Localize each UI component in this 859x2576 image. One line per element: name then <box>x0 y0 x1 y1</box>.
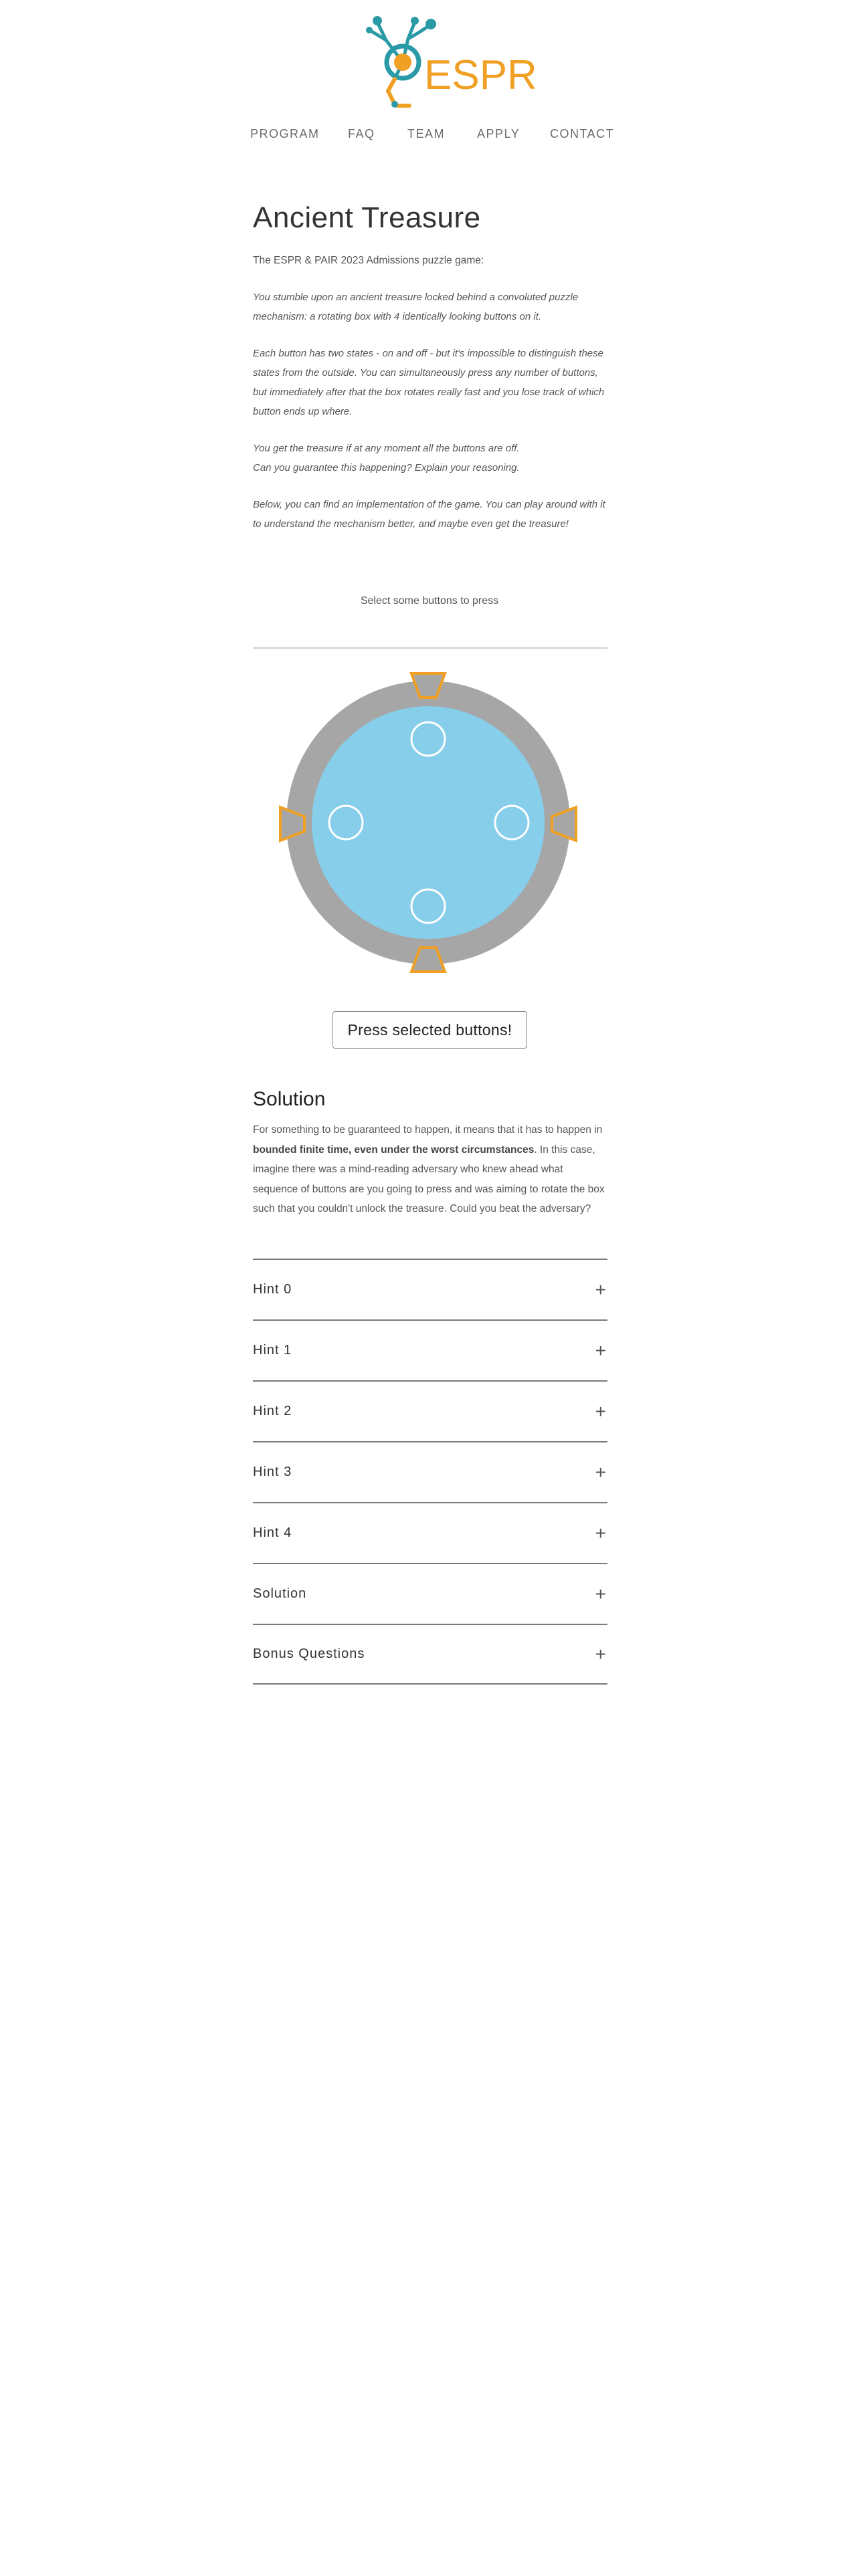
press-selected-button[interactable]: Press selected buttons! <box>332 1011 527 1049</box>
nav-program[interactable]: PROGRAM <box>250 127 320 140</box>
story-line: Can you guarantee this happening? Explain your reasoning. <box>253 461 520 473</box>
rotating-box <box>274 665 582 976</box>
intro-text: The ESPR & PAIR 2023 Admissions puzzle game: <box>253 254 484 266</box>
accordion-hint-3[interactable] <box>253 1441 607 1502</box>
accordion-label: Hint 0 <box>253 1282 292 1297</box>
accordion-solution[interactable] <box>253 1563 607 1624</box>
solution-title: Solution <box>253 1088 326 1110</box>
story-paragraph <box>253 439 607 477</box>
plus-icon[interactable]: + <box>595 1461 606 1483</box>
solution-text <box>253 1120 607 1219</box>
plus-icon[interactable]: + <box>595 1643 606 1665</box>
accordion-label: Hint 1 <box>253 1343 292 1358</box>
puzzle-description <box>253 201 607 534</box>
story-line: You get the treasure if at any moment all the buttons are off. <box>253 442 520 454</box>
accordion-hint-2[interactable] <box>253 1380 607 1441</box>
espr-logo <box>356 12 537 112</box>
story-paragraph: You stumble upon an ancient treasure locked behind a convoluted puzzle mechanism: a rotating box with 4 identically looking buttons on it. <box>253 291 579 322</box>
story <box>253 288 607 534</box>
hints-accordion <box>253 1259 607 1685</box>
logo-text: ESPR <box>424 52 537 98</box>
story-paragraph: Below, you can find an implementation of the game. You can play around with it to understand the mechanism better, and maybe even get the treasure! <box>253 498 605 530</box>
nav-apply[interactable]: APPLY <box>477 127 520 140</box>
nav-team[interactable]: TEAM <box>407 127 446 140</box>
plus-icon[interactable]: + <box>595 1400 606 1422</box>
plus-icon[interactable]: + <box>595 1339 606 1361</box>
accordion-bonus-questions[interactable] <box>253 1624 607 1685</box>
nav-faq[interactable]: FAQ <box>348 127 375 140</box>
solution-section <box>253 1088 607 1219</box>
story-paragraph: Each button has two states - on and off - but it's impossible to distinguish these states from the outside. You can simultaneously press any number of buttons, but immediately after that the box rotates really fast and you lose track of which button ends up where. <box>253 347 605 417</box>
divider <box>253 647 607 649</box>
accordion-hint-1[interactable] <box>253 1319 607 1380</box>
accordion-hint-0[interactable] <box>253 1259 607 1319</box>
accordion-label: Hint 4 <box>253 1525 292 1540</box>
accordion-label: Hint 2 <box>253 1404 292 1418</box>
plus-icon[interactable]: + <box>595 1583 606 1604</box>
accordion-label: Solution <box>253 1586 307 1601</box>
nav-contact[interactable]: CONTACT <box>550 127 615 140</box>
select-hint: Select some buttons to press <box>360 595 499 607</box>
solution-text-part: For something to be guaranteed to happen, it means that it has to happen in <box>253 1124 603 1136</box>
plus-icon[interactable]: + <box>595 1279 606 1300</box>
box-disc <box>312 706 545 939</box>
solution-text-part: . In this case, imagine there was a mind-reading adversary who knew ahead what sequence of buttons are you going to press and was aiming to rotate the box such that you couldn't unlock the treasure. Could you beat the adversary? <box>253 1144 605 1214</box>
page-title: Ancient Treasure <box>253 201 481 234</box>
solution-text-bold: bounded finite time, even under the worst circumstances <box>253 1144 535 1156</box>
accordion-label: Bonus Questions <box>253 1646 365 1661</box>
accordion-hint-4[interactable] <box>253 1502 607 1563</box>
accordion-label: Hint 3 <box>253 1465 292 1479</box>
plus-icon[interactable]: + <box>595 1522 606 1543</box>
